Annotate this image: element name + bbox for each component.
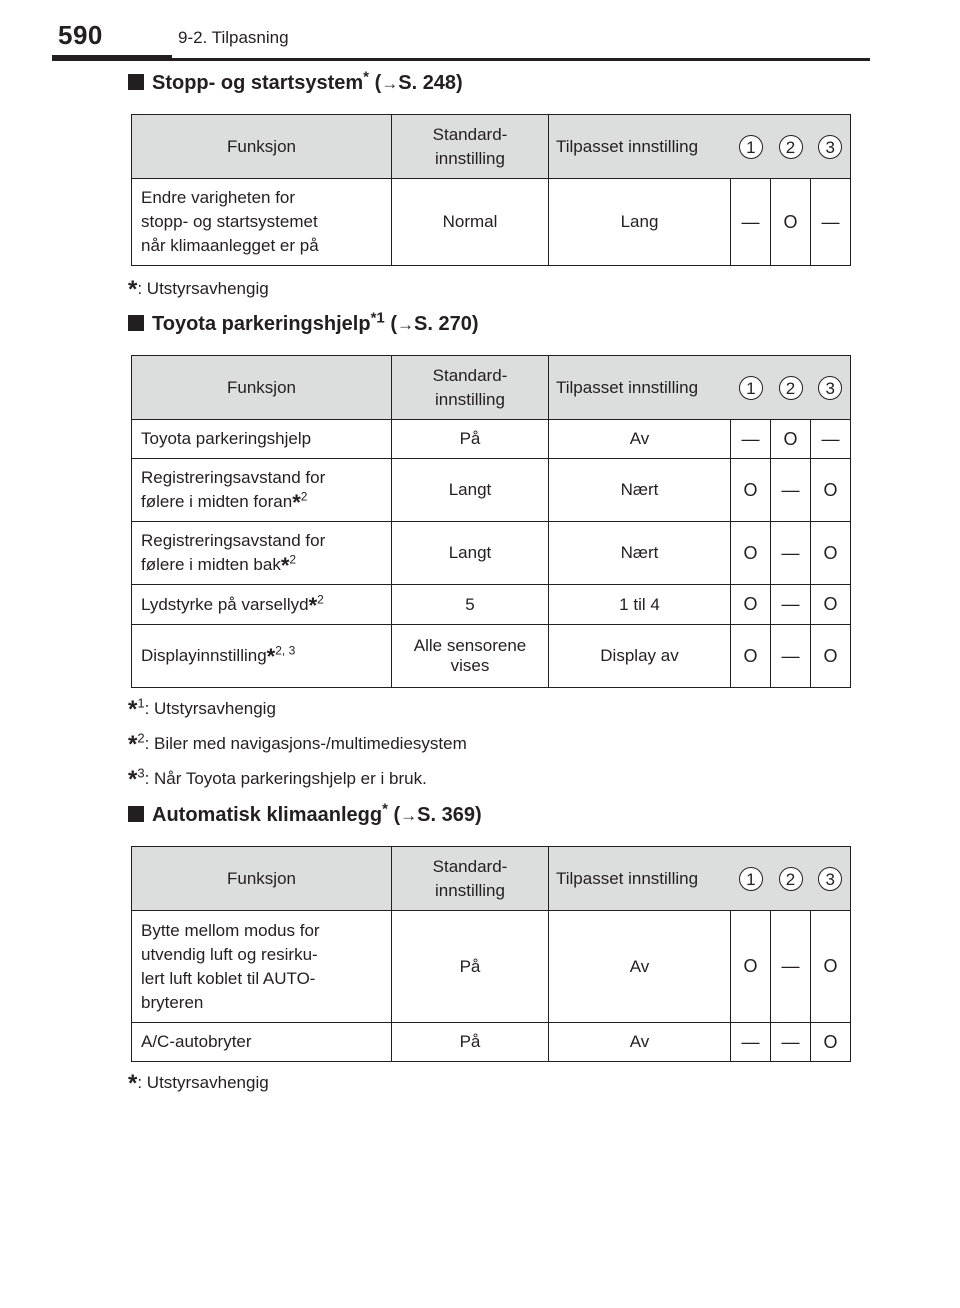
default-cell: På bbox=[392, 420, 549, 459]
table-header-row bbox=[132, 356, 851, 420]
mark-cell-1: O bbox=[731, 522, 771, 585]
table-row bbox=[132, 911, 851, 1023]
custom-cell: Lang bbox=[549, 179, 731, 266]
default-cell: 5 bbox=[392, 585, 549, 625]
mark-cell-3: O bbox=[811, 585, 851, 625]
square-bullet-icon bbox=[128, 74, 144, 90]
heading-title: Stopp- og startsystem bbox=[152, 72, 364, 94]
table-row bbox=[132, 585, 851, 625]
col-header-default: Standard- innstilling bbox=[392, 847, 549, 911]
heading-ref[interactable]: S. 270) bbox=[414, 313, 479, 335]
mark-cell-2: — bbox=[771, 1023, 811, 1062]
col-header-default: Standard- innstilling bbox=[392, 356, 549, 420]
heading-ref-open: ( bbox=[374, 72, 382, 94]
table-row bbox=[132, 179, 851, 266]
mark-cell-1: — bbox=[731, 420, 771, 459]
default-cell: På bbox=[392, 911, 549, 1023]
heading-ref-open: ( bbox=[393, 804, 401, 826]
footnote: *: Utstyrsavhengig bbox=[128, 276, 269, 303]
mark-cell-1: O bbox=[731, 585, 771, 625]
arrow-right-icon: → bbox=[381, 74, 399, 93]
mark-cell-3: O bbox=[811, 522, 851, 585]
function-cell: Bytte mellom modus for utvendig luft og resirku- lert luft koblet til AUTO- bryteren bbox=[132, 911, 392, 1023]
custom-cell: Nært bbox=[549, 522, 731, 585]
heading-title: Toyota parkeringshjelp bbox=[152, 313, 371, 335]
mark-cell-3: O bbox=[811, 1023, 851, 1062]
circle-2-icon: 2 bbox=[779, 135, 803, 159]
square-bullet-icon bbox=[128, 806, 144, 822]
circle-1-icon: 1 bbox=[739, 376, 763, 400]
mark-cell-2: O bbox=[771, 420, 811, 459]
custom-cell: Av bbox=[549, 911, 731, 1023]
circle-3-icon: 3 bbox=[818, 376, 842, 400]
footnote: *$^3$: Når Toyota parkeringshjelp er i bruk. bbox=[128, 765, 427, 793]
page-number: 590 bbox=[58, 20, 103, 50]
heading-ref-open: ( bbox=[390, 313, 397, 335]
section-heading-climate-control bbox=[128, 800, 482, 827]
mark-cell-2: — bbox=[771, 625, 811, 688]
circle-1-icon: 1 bbox=[739, 867, 763, 891]
function-cell: Displayinnstilling*$^{2, 3}$ bbox=[132, 625, 392, 688]
col-header-function: Funksjon bbox=[132, 356, 392, 420]
mark-cell-3: O bbox=[811, 625, 851, 688]
section-label: 9-2. Tilpasning bbox=[178, 28, 289, 47]
mark-cell-3: O bbox=[811, 459, 851, 522]
circle-2-icon: 2 bbox=[779, 376, 803, 400]
col-header-function: Funksjon bbox=[132, 847, 392, 911]
section-heading-stop-start bbox=[128, 68, 463, 95]
circle-1-icon: 1 bbox=[739, 135, 763, 159]
mark-cell-3: — bbox=[811, 179, 851, 266]
col-header-default: Standard- innstilling bbox=[392, 115, 549, 179]
col-header-custom: Tilpasset innstilling 1 2 3 bbox=[549, 115, 851, 179]
table-row bbox=[132, 522, 851, 585]
arrow-right-icon: → bbox=[400, 806, 418, 825]
mark-cell-3: — bbox=[811, 420, 851, 459]
heading-sup: *1 bbox=[370, 309, 385, 327]
default-cell: Langt bbox=[392, 522, 549, 585]
square-bullet-icon bbox=[128, 315, 144, 331]
custom-cell: 1 til 4 bbox=[549, 585, 731, 625]
col-header-function: Funksjon bbox=[132, 115, 392, 179]
mark-cell-3: O bbox=[811, 911, 851, 1023]
mark-cell-1: — bbox=[731, 1023, 771, 1062]
table-row bbox=[132, 459, 851, 522]
custom-cell: Display av bbox=[549, 625, 731, 688]
footnote: *$^2$: Biler med navigasjons-/multimediesystem bbox=[128, 730, 467, 758]
footnote: *$^1$: Utstyrsavhengig bbox=[128, 695, 276, 723]
mark-cell-1: O bbox=[731, 911, 771, 1023]
mark-cell-2: — bbox=[771, 522, 811, 585]
footnote: *: Utstyrsavhengig bbox=[128, 1070, 269, 1097]
col-header-custom: Tilpasset innstilling 1 2 3 bbox=[549, 847, 851, 911]
heading-sup: * bbox=[363, 68, 369, 86]
table-row bbox=[132, 420, 851, 459]
mark-cell-1: — bbox=[731, 179, 771, 266]
table-header-row bbox=[132, 115, 851, 179]
mark-cell-2: O bbox=[771, 179, 811, 266]
heading-ref[interactable]: S. 248) bbox=[398, 72, 463, 94]
default-cell: Langt bbox=[392, 459, 549, 522]
default-cell: Normal bbox=[392, 179, 549, 266]
function-cell: A/C-autobryter bbox=[132, 1023, 392, 1062]
heading-title: Automatisk klimaanlegg bbox=[152, 804, 383, 826]
mark-cell-1: O bbox=[731, 625, 771, 688]
header-rule bbox=[52, 58, 870, 61]
function-cell: Registreringsavstand for følere i midten bak*$^2$ bbox=[132, 522, 392, 585]
function-cell: Endre varigheten for stopp- og startsystemet når klimaanlegget er på bbox=[132, 179, 392, 266]
mark-cell-2: — bbox=[771, 585, 811, 625]
arrow-right-icon: → bbox=[397, 315, 414, 334]
default-cell: På bbox=[392, 1023, 549, 1062]
mark-cell-1: O bbox=[731, 459, 771, 522]
col-header-custom: Tilpasset innstilling 1 2 3 bbox=[549, 356, 851, 420]
mark-cell-2: — bbox=[771, 911, 811, 1023]
function-cell: Registreringsavstand for følere i midten foran*$^2$ bbox=[132, 459, 392, 522]
default-cell: Alle sensorene vises bbox=[392, 625, 549, 688]
heading-sup: * bbox=[382, 800, 388, 818]
heading-ref[interactable]: S. 369) bbox=[417, 804, 482, 826]
custom-cell: Av bbox=[549, 420, 731, 459]
section-heading-parking-assist bbox=[128, 309, 479, 336]
circle-2-icon: 2 bbox=[779, 867, 803, 891]
table-row bbox=[132, 1023, 851, 1062]
table-header-row bbox=[132, 847, 851, 911]
custom-cell: Av bbox=[549, 1023, 731, 1062]
settings-table-stop-start bbox=[131, 114, 851, 266]
circle-3-icon: 3 bbox=[818, 135, 842, 159]
circle-3-icon: 3 bbox=[818, 867, 842, 891]
table-row bbox=[132, 625, 851, 688]
function-cell: Toyota parkeringshjelp bbox=[132, 420, 392, 459]
function-cell: Lydstyrke på varsellyd*$^2$ bbox=[132, 585, 392, 625]
settings-table-parking-assist bbox=[131, 355, 851, 688]
mark-cell-2: — bbox=[771, 459, 811, 522]
settings-table-climate-control bbox=[131, 846, 851, 1062]
custom-cell: Nært bbox=[549, 459, 731, 522]
